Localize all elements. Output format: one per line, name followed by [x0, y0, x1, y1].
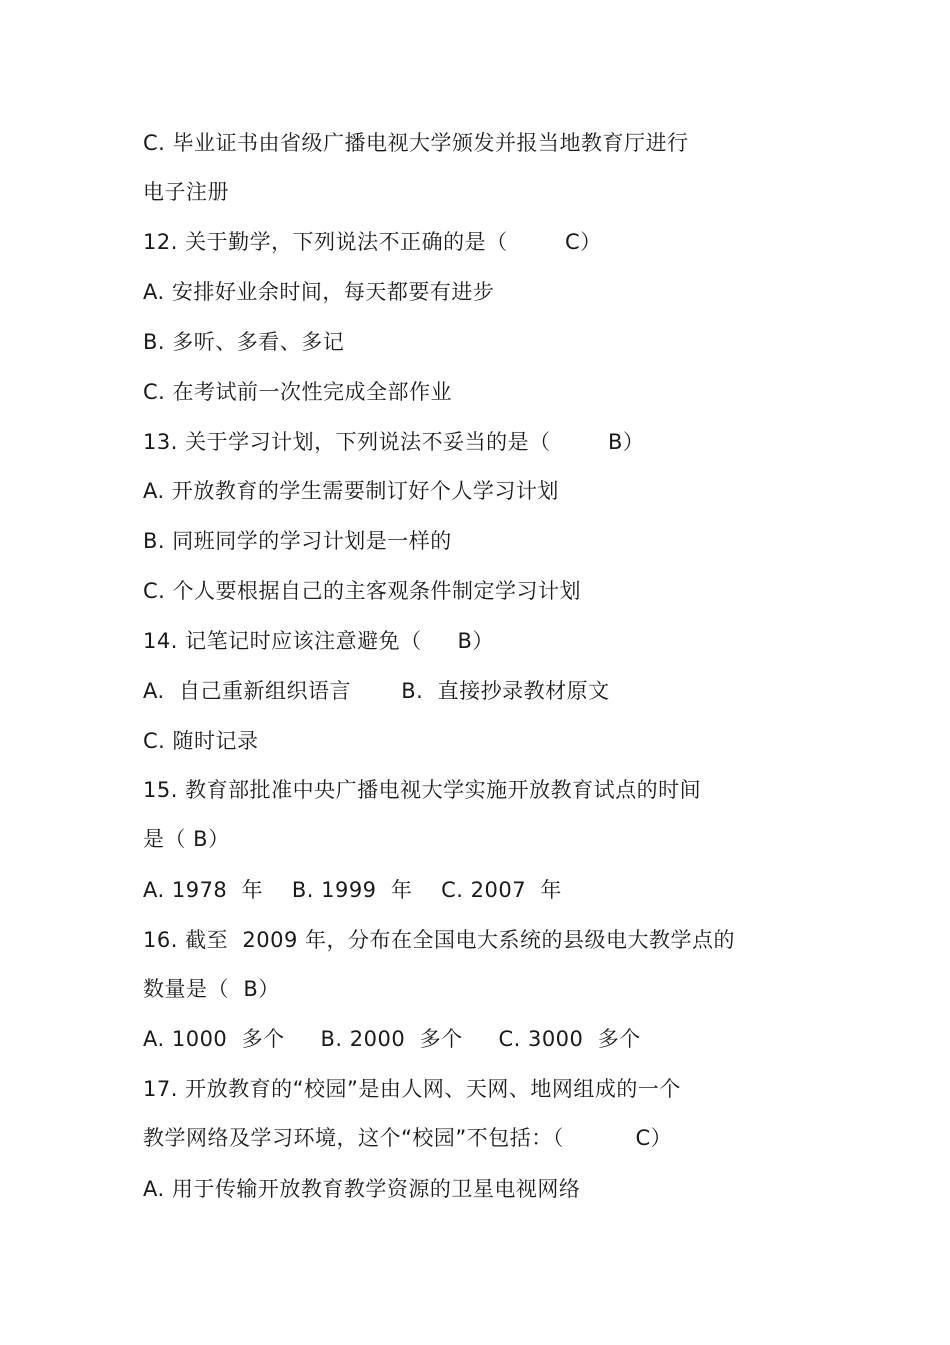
option-line: A. 自己重新组织语言 B. 直接抄录教材原文 [143, 679, 610, 703]
text-line: C. 毕业证书由省级广播电视大学颁发并报当地教育厅进行 [143, 131, 689, 155]
option-line: A. 开放教育的学生需要制订好个人学习计划 [143, 479, 559, 503]
text-line: 数量是（ B） [143, 977, 280, 1001]
text-line: 电子注册 [143, 180, 229, 204]
option-line: C. 个人要根据自己的主客观条件制定学习计划 [143, 579, 582, 603]
option-line: B. 同班同学的学习计划是一样的 [143, 529, 452, 553]
question-15: 15. 教育部批准中央广播电视大学实施开放教育试点的时间 [143, 778, 702, 802]
question-16: 16. 截至 2009 年，分布在全国电大系统的县级电大教学点的 [143, 928, 736, 952]
question-12: 12. 关于勤学，下列说法不正确的是（ C） [143, 230, 602, 254]
text-line: 是（ B） [143, 827, 230, 851]
option-line: A. 1978 年 B. 1999 年 C. 2007 年 [143, 878, 562, 902]
option-line: C. 在考试前一次性完成全部作业 [143, 380, 453, 404]
option-line: B. 多听、多看、多记 [143, 330, 345, 354]
question-14: 14. 记笔记时应该注意避免（ B） [143, 629, 494, 653]
question-13: 13. 关于学习计划，下列说法不妥当的是（ B） [143, 430, 645, 454]
option-line: C. 随时记录 [143, 729, 259, 753]
option-line: A. 用于传输开放教育教学资源的卫星电视网络 [143, 1177, 581, 1201]
text-line: 教学网络及学习环境，这个“校园”不包括：（ C） [143, 1126, 673, 1150]
option-line: A. 安排好业余时间，每天都要有进步 [143, 280, 495, 304]
question-17: 17. 开放教育的“校园”是由人网、天网、地网组成的一个 [143, 1077, 681, 1101]
option-line: A. 1000 多个 B. 2000 多个 C. 3000 多个 [143, 1027, 641, 1051]
